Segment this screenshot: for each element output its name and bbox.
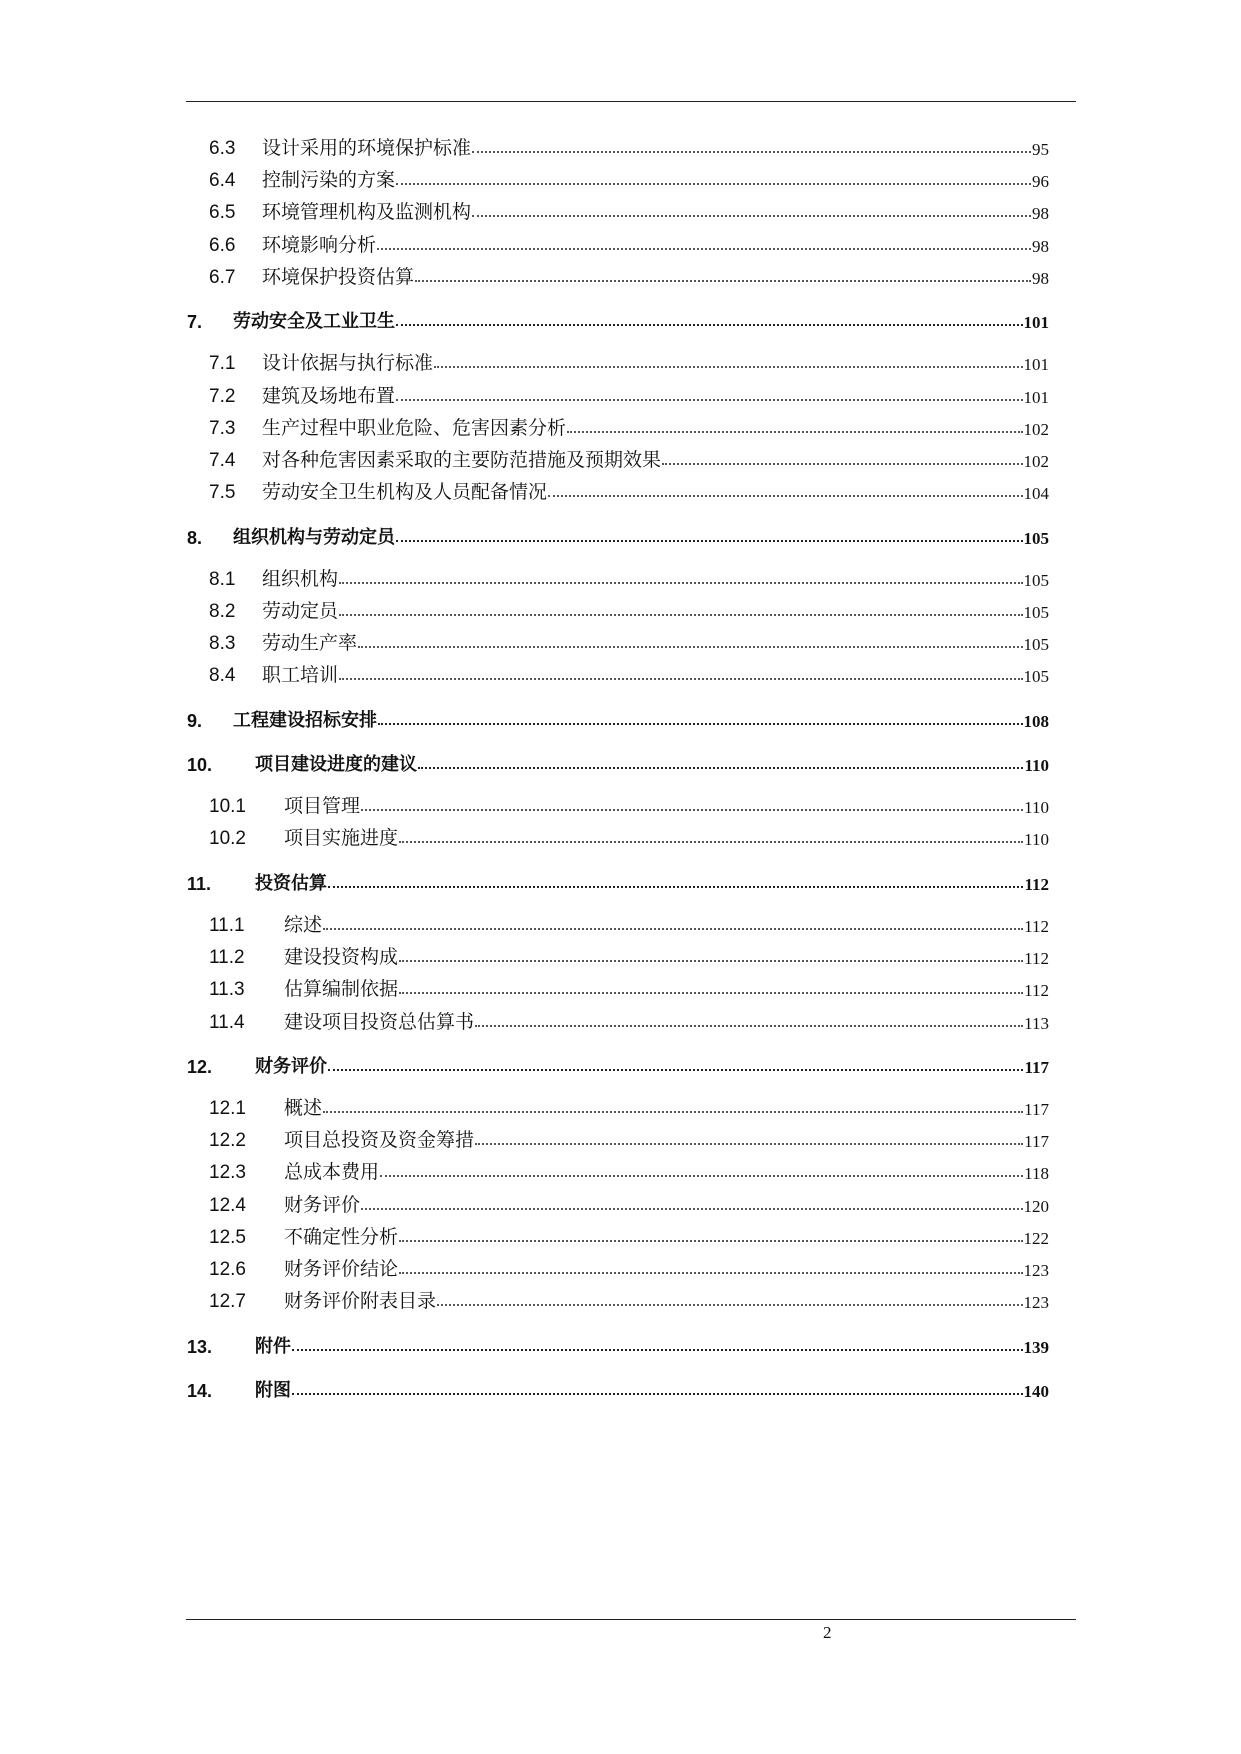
toc-entry-page: 108 [1023, 711, 1049, 731]
toc-entry-number: 11.4 [209, 1011, 245, 1033]
toc-entry-number: 6.6 [209, 234, 236, 256]
toc-dot-leader [323, 928, 1023, 930]
toc-section-entry[interactable] [187, 1249, 1049, 1279]
toc-entry-page: 112 [1024, 949, 1049, 969]
toc-entry-title: 财务评价 [255, 1056, 327, 1077]
toc-section-entry[interactable] [187, 786, 1049, 816]
toc-entry-title: 投资估算 [255, 872, 327, 894]
toc-dot-leader [323, 1111, 1023, 1113]
toc-dot-leader [475, 1025, 1023, 1027]
toc-dot-leader [339, 582, 1022, 584]
toc-chapter-entry[interactable] [187, 700, 1049, 730]
toc-entry-page: 123 [1023, 1261, 1049, 1280]
toc-dot-leader [339, 614, 1022, 616]
toc-entry-page: 140 [1023, 1382, 1049, 1402]
toc-entry-page: 98 [1032, 204, 1049, 224]
toc-section-entry[interactable] [187, 343, 1049, 373]
toc-section-entry[interactable] [187, 1088, 1049, 1118]
toc-dot-leader [361, 1208, 1022, 1210]
toc-entry-page: 95 [1032, 140, 1049, 159]
toc-entry-title: 工程建设招标安排 [233, 709, 377, 731]
toc-entry-title: 劳动生产率 [262, 632, 358, 654]
toc-entry-page: 101 [1023, 355, 1049, 375]
toc-entry-title: 建设项目投资总估算书 [284, 1010, 475, 1033]
toc-dot-leader [399, 1272, 1022, 1274]
toc-entry-page: 113 [1024, 1013, 1049, 1033]
toc-section-entry[interactable] [187, 257, 1049, 287]
toc-entry-number: 12.2 [209, 1130, 246, 1152]
toc-dot-leader [339, 678, 1022, 680]
toc-entry-number: 11.3 [209, 979, 245, 1001]
toc-entry-page: 117 [1024, 1058, 1049, 1077]
toc-dot-leader [328, 1069, 1023, 1071]
toc-entry-title: 环境管理机构及监测机构 [262, 201, 472, 224]
page-number: 2 [823, 1623, 832, 1642]
toc-dot-leader [399, 1240, 1022, 1242]
toc-chapter-entry[interactable] [187, 1326, 1049, 1356]
toc-dot-leader [358, 646, 1022, 648]
toc-entry-page: 102 [1023, 419, 1049, 439]
toc-dot-leader [292, 1349, 1023, 1351]
toc-entry-title: 环境影响分析 [262, 233, 377, 256]
toc-entry-title: 设计采用的环境保护标准 [262, 137, 472, 159]
footer-rule [186, 1619, 1076, 1620]
toc-entry-title: 估算编制依据 [284, 978, 399, 1001]
toc-section-entry[interactable] [187, 559, 1049, 589]
toc-entry-page: 105 [1023, 667, 1049, 687]
toc-entry-page: 102 [1023, 451, 1049, 471]
toc-entry-title: 财务评价 [284, 1193, 361, 1216]
toc-entry-number: 13. [187, 1336, 213, 1357]
toc-entry-number: 10.1 [209, 796, 246, 818]
toc-section-entry[interactable] [187, 408, 1049, 438]
toc-entry-page: 101 [1023, 313, 1049, 333]
toc-entry-title: 劳动定员 [262, 599, 339, 622]
toc-entry-number: 6.3 [209, 138, 236, 159]
toc-entry-page: 98 [1032, 268, 1049, 288]
toc-entry-page: 110 [1024, 798, 1049, 818]
toc-entry-page: 105 [1023, 528, 1049, 548]
toc-section-entry[interactable] [187, 818, 1049, 848]
toc-dot-leader [548, 495, 1022, 497]
toc-dot-leader [472, 215, 1031, 217]
toc-chapter-entry[interactable] [187, 517, 1049, 547]
toc-entry-number: 7.3 [209, 417, 236, 439]
toc-entry-number: 10.2 [209, 828, 246, 850]
toc-section-entry[interactable] [187, 905, 1049, 935]
toc-entry-title: 组织机构 [262, 567, 339, 590]
toc-entry-number: 14. [187, 1381, 213, 1402]
toc-dot-leader [377, 248, 1031, 250]
toc-entry-title: 项目建设进度的建议 [255, 754, 417, 776]
toc-entry-number: 12.1 [209, 1098, 246, 1119]
toc-dot-leader [399, 960, 1023, 962]
toc-entry-title: 职工培训 [262, 664, 339, 687]
toc-entry-number: 11.2 [209, 947, 245, 969]
toc-entry-page: 117 [1024, 1132, 1049, 1152]
toc-entry-title: 环境保护投资估算 [262, 265, 415, 288]
toc-section-entry[interactable] [187, 655, 1049, 685]
toc-section-entry[interactable] [187, 1152, 1049, 1182]
toc-entry-number: 7.5 [209, 482, 236, 504]
toc-entry-number: 12.3 [209, 1162, 246, 1184]
toc-chapter-entry[interactable] [187, 744, 1049, 774]
toc-entry-page: 101 [1023, 387, 1049, 407]
toc-dot-leader [415, 280, 1031, 282]
toc-dot-leader [396, 399, 1022, 401]
toc-entry-title: 劳动安全卫生机构及人员配备情况 [262, 481, 548, 504]
header-rule [186, 101, 1076, 102]
toc-entry-number: 12. [187, 1057, 213, 1077]
toc-entry-page: 105 [1023, 602, 1049, 622]
toc-entry-page: 110 [1024, 830, 1049, 850]
toc-entry-number: 6.7 [209, 266, 236, 288]
toc-dot-leader [396, 183, 1031, 185]
toc-entry-number: 9. [187, 710, 203, 731]
toc-section-entry[interactable] [187, 1185, 1049, 1215]
toc-chapter-entry[interactable] [187, 1370, 1049, 1400]
toc-entry-title: 财务评价附表目录 [284, 1290, 437, 1313]
toc-dot-leader [328, 886, 1023, 888]
toc-entry-page: 118 [1024, 1164, 1049, 1184]
toc-entry-number: 8.1 [209, 568, 236, 590]
toc-entry-page: 122 [1023, 1228, 1049, 1248]
toc-entry-number: 12.7 [209, 1291, 246, 1313]
toc-entry-title: 附件 [255, 1335, 291, 1357]
toc-entry-title: 财务评价结论 [284, 1258, 399, 1280]
toc-entry-number: 7.4 [209, 449, 236, 471]
toc-dot-leader [418, 767, 1023, 769]
toc-entry-title: 组织机构与劳动定员 [233, 526, 395, 548]
toc-entry-number: 12.5 [209, 1226, 246, 1248]
toc-entry-page: 123 [1023, 1293, 1049, 1313]
toc-entry-number: 11.1 [209, 914, 245, 936]
toc-section-entry[interactable] [187, 591, 1049, 621]
toc-entry-page: 96 [1032, 172, 1049, 192]
toc-entry-number: 11. [187, 873, 212, 894]
toc-section-entry[interactable] [187, 623, 1049, 653]
toc-section-entry[interactable] [187, 937, 1049, 967]
toc-entry-title: 不确定性分析 [284, 1225, 399, 1248]
toc-chapter-entry[interactable] [187, 301, 1049, 331]
toc-section-entry[interactable] [187, 1120, 1049, 1150]
toc-entry-title: 概述 [284, 1097, 323, 1119]
toc-entry-page: 104 [1023, 484, 1049, 504]
toc-dot-leader [662, 463, 1022, 465]
toc-section-entry[interactable] [187, 192, 1049, 222]
toc-entry-page: 105 [1023, 570, 1049, 590]
toc-entry-title: 综述 [284, 913, 323, 936]
toc-section-entry[interactable] [187, 440, 1049, 470]
toc-entry-title: 建筑及场地布置 [262, 384, 396, 407]
toc-entry-title: 设计依据与执行标准 [262, 352, 434, 375]
toc-entry-number: 8.4 [209, 665, 236, 687]
toc-section-entry[interactable] [187, 1217, 1049, 1247]
toc-entry-title: 总成本费用 [284, 1161, 380, 1184]
toc-entry-page: 112 [1024, 981, 1049, 1001]
toc-entry-title: 生产过程中职业危险、危害因素分析 [262, 416, 567, 439]
toc-chapter-entry[interactable] [187, 863, 1049, 893]
toc-entry-page: 120 [1023, 1196, 1049, 1216]
toc-dot-leader [378, 723, 1023, 725]
toc-section-entry[interactable] [187, 1281, 1049, 1311]
toc-dot-leader [396, 540, 1023, 542]
toc-dot-leader [472, 151, 1031, 153]
toc-entry-title: 项目总投资及资金筹措 [284, 1129, 475, 1152]
toc-entry-number: 7. [187, 312, 203, 333]
toc-entry-number: 6.4 [209, 170, 236, 192]
toc-dot-leader [292, 1393, 1023, 1395]
toc-entry-number: 10. [187, 755, 213, 776]
toc-entry-page: 112 [1024, 916, 1049, 936]
toc-entry-page: 117 [1024, 1100, 1049, 1119]
toc-section-entry[interactable] [187, 160, 1049, 190]
toc-entry-page: 98 [1032, 236, 1049, 256]
toc-section-entry[interactable] [187, 128, 1049, 158]
toc-entry-page: 139 [1023, 1337, 1049, 1357]
toc-dot-leader [475, 1143, 1023, 1145]
toc-chapter-entry[interactable] [187, 1046, 1049, 1076]
toc-entry-number: 8.2 [209, 600, 236, 622]
toc-entry-number: 6.5 [209, 202, 236, 224]
toc-entry-number: 7.2 [209, 385, 236, 407]
toc-entry-number: 7.1 [209, 353, 236, 375]
toc-dot-leader [399, 841, 1023, 843]
toc-entry-number: 8.3 [209, 633, 236, 654]
toc-entry-page: 105 [1023, 635, 1049, 654]
toc-entry-number: 12.4 [209, 1194, 246, 1216]
toc-dot-leader [396, 324, 1023, 326]
toc-dot-leader [361, 809, 1023, 811]
toc-entry-title: 建设投资构成 [284, 946, 399, 969]
toc-entry-title: 对各种危害因素采取的主要防范措施及预期效果 [262, 448, 662, 471]
toc-entry-number: 12.6 [209, 1259, 246, 1280]
toc-entry-page: 112 [1024, 874, 1049, 894]
toc-dot-leader [399, 992, 1023, 994]
toc-entry-page: 110 [1024, 756, 1049, 776]
toc-section-entry[interactable] [187, 969, 1049, 999]
toc-section-entry[interactable] [187, 472, 1049, 502]
toc-entry-title: 控制污染的方案 [262, 169, 396, 192]
toc-entry-number: 8. [187, 527, 203, 548]
toc-entry-title: 项目实施进度 [284, 827, 399, 850]
toc-dot-leader [434, 366, 1022, 368]
toc-dot-leader [437, 1304, 1022, 1306]
toc-entry-title: 附图 [255, 1380, 291, 1402]
toc-dot-leader [380, 1175, 1023, 1177]
toc-section-entry[interactable] [187, 225, 1049, 255]
toc-entry-title: 劳动安全及工业卫生 [233, 311, 395, 333]
toc-dot-leader [567, 431, 1022, 433]
toc-section-entry[interactable] [187, 1002, 1049, 1032]
toc-section-entry[interactable] [187, 376, 1049, 406]
toc-entry-title: 项目管理 [284, 795, 361, 818]
